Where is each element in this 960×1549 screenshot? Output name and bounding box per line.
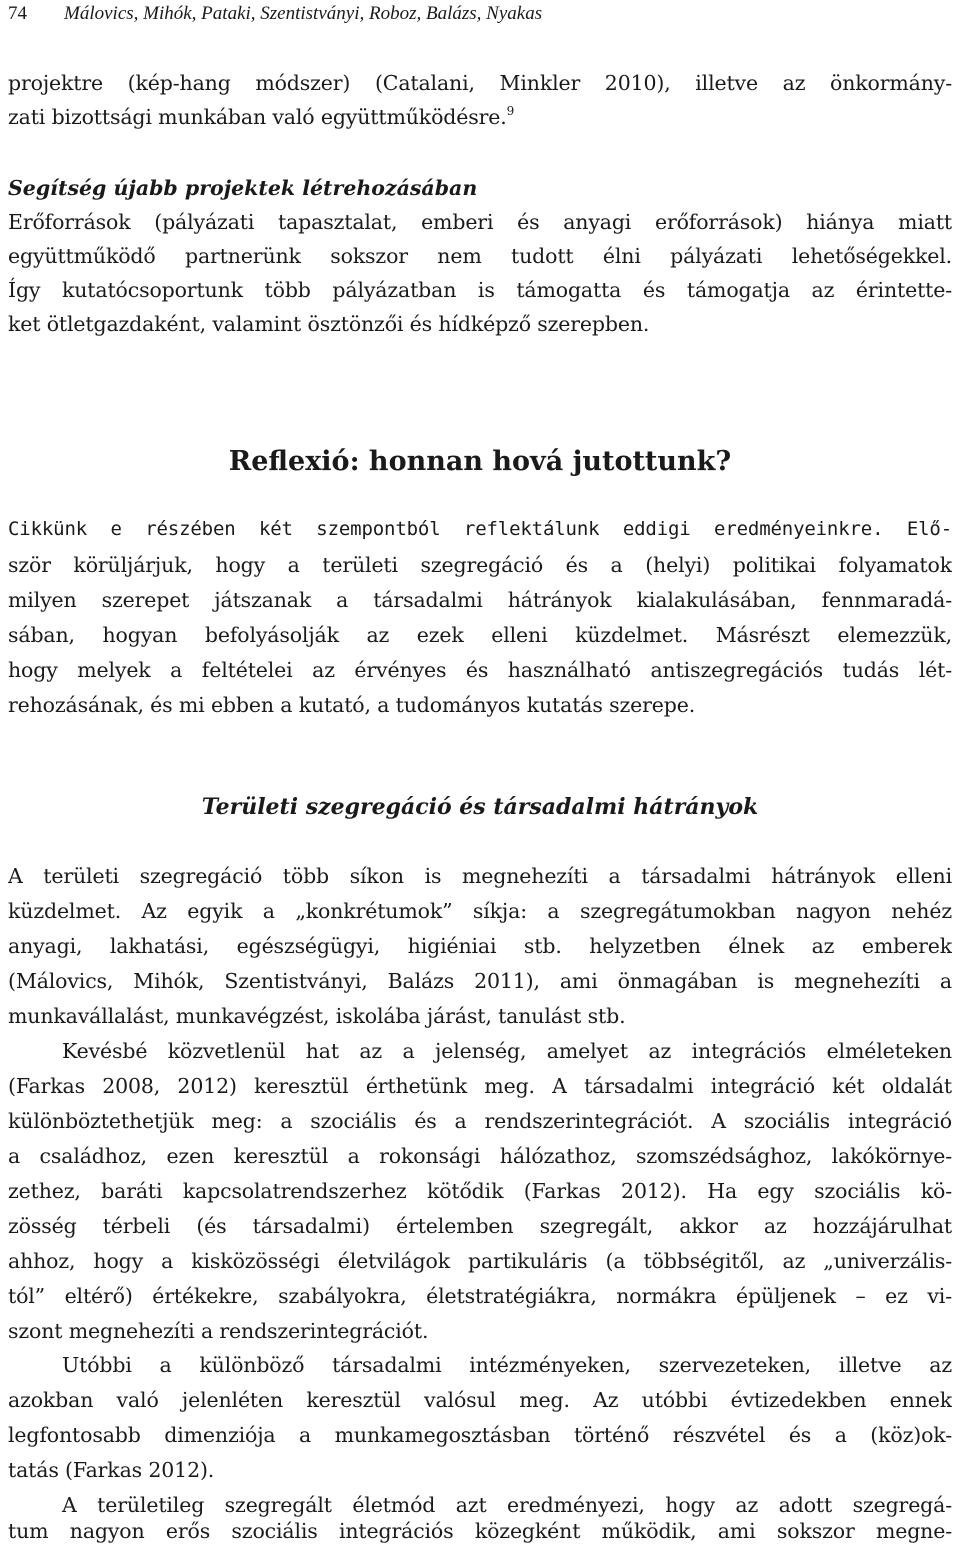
paragraph-line: együttműködő partnerünk sokszor nem tudott élni pályázati lehetőségekkel. bbox=[8, 244, 952, 268]
paragraph-line: anyagi, lakhatási, egészségügyi, higiéniai stb. helyzetben élnek az emberek bbox=[8, 934, 952, 958]
paragraph-line: A területileg szegregált életmód azt eredményezi, hogy az adott szegregá- bbox=[62, 1493, 952, 1517]
paragraph-line: szont megnehezíti a rendszerintegrációt. bbox=[8, 1319, 429, 1343]
paragraph-line: munkavállalást, munkavégzést, iskolába járást, tanulást stb. bbox=[8, 1004, 626, 1028]
paragraph-line: sában, hogyan befolyásolják az ezek elleni küzdelmet. Másrészt elemezzük, bbox=[8, 623, 952, 647]
paragraph-line: zethez, baráti kapcsolatrendszerhez kötődik (Farkas 2012). Ha egy szociális kö- bbox=[8, 1179, 952, 1203]
paragraph-line: ket ötletgazdaként, valamint ösztönzői és hídképző szerepben. bbox=[8, 312, 650, 336]
intro-line-last bbox=[8, 100, 952, 134]
running-header bbox=[8, 0, 952, 28]
intro-line-text: zati bizottsági munkában való együttműködésre. bbox=[8, 105, 507, 129]
section-heading-teruleti: Területi szegregáció és társadalmi hátrányok bbox=[201, 794, 759, 820]
page-number: 74 bbox=[8, 3, 27, 24]
subsection-heading: Segítség újabb projektek létrehozásában bbox=[8, 176, 478, 200]
paragraph-line: milyen szerepet játszanak a társadalmi hátrányok kialakulásában, fennmaradá- bbox=[8, 588, 952, 612]
paragraph-line: Utóbbi a különböző társadalmi intézményeken, szervezeteken, illetve az bbox=[62, 1353, 952, 1377]
paragraph-line: (Málovics, Mihók, Szentistványi, Balázs 2011), ami önmagában is megnehezíti a bbox=[8, 969, 952, 993]
paragraph-line: Kevésbé közvetlenül hat az a jelenség, amelyet az integrációs elméleteken bbox=[62, 1039, 952, 1063]
paragraph-line: tatás (Farkas 2012). bbox=[8, 1458, 215, 1482]
paragraph-line: küzdelmet. Az egyik a „konkrétumok” síkja: a szegregátumokban nagyon nehéz bbox=[8, 899, 952, 923]
running-header-authors: Málovics, Mihók, Pataki, Szentistványi, Roboz, Balázs, Nyakas bbox=[64, 3, 543, 24]
paragraph-line: Cikkünk e részében két szempontból reflektálunk eddigi eredményeinkre. Elő- bbox=[8, 518, 952, 540]
paragraph-line: Erőforrások (pályázati tapasztalat, emberi és anyagi erőforrások) hiánya miatt bbox=[8, 210, 952, 234]
paragraph-line: zösség térbeli (és társadalmi) értelemben szegregált, akkor az hozzájárulhat bbox=[8, 1214, 952, 1238]
paragraph-line: különböztethetjük meg: a szociális és a rendszerintegrációt. A szociális integráció bbox=[8, 1109, 952, 1133]
paragraph-line: Így kutatócsoportunk több pályázatban is támogatta és támogatja az érintette- bbox=[8, 278, 952, 302]
paragraph-line: tól” eltérő) értékekre, szabályokra, életstratégiákra, normákra épüljenek – ez vi- bbox=[8, 1284, 952, 1308]
paragraph-line: azokban való jelenléten keresztül valósul meg. Az utóbbi évtizedekben ennek bbox=[8, 1388, 952, 1412]
paragraph-line: rehozásának, és mi ebben a kutató, a tudományos kutatás szerepe. bbox=[8, 693, 696, 717]
paragraph-line: A területi szegregáció több síkon is megnehezíti a társadalmi hátrányok elleni bbox=[8, 864, 952, 888]
paragraph-line: ahhoz, hogy a kisközösségi életvilágok partikuláris (a többségitől, az „univerzális- bbox=[8, 1249, 952, 1273]
footnote-ref[interactable]: 9 bbox=[506, 104, 515, 118]
intro-line: projektre (kép-hang módszer) (Catalani, Minkler 2010), illetve az önkormány- bbox=[8, 71, 952, 95]
paragraph-line: legfontosabb dimenziója a munkamegosztásban történő részvétel és a (köz)ok- bbox=[8, 1423, 952, 1447]
paragraph-line: tum nagyon erős szociális integrációs közegként működik, ami sokszor megne- bbox=[8, 1519, 952, 1543]
paragraph-line: ször körüljárjuk, hogy a területi szegregáció és a (helyi) politikai folyamatok bbox=[8, 553, 952, 577]
paragraph-line: hogy melyek a feltételei az érvényes és használható antiszegregációs tudás lét- bbox=[8, 658, 952, 682]
paragraph-line: a családhoz, ezen keresztül a rokonsági hálózathoz, szomszédsághoz, lakókörnye- bbox=[8, 1144, 952, 1168]
section-heading-reflexio: Reflexió: honnan hová jutottunk? bbox=[228, 446, 732, 477]
paragraph-line: (Farkas 2008, 2012) keresztül érthetünk meg. A társadalmi integráció két oldalát bbox=[8, 1074, 952, 1098]
